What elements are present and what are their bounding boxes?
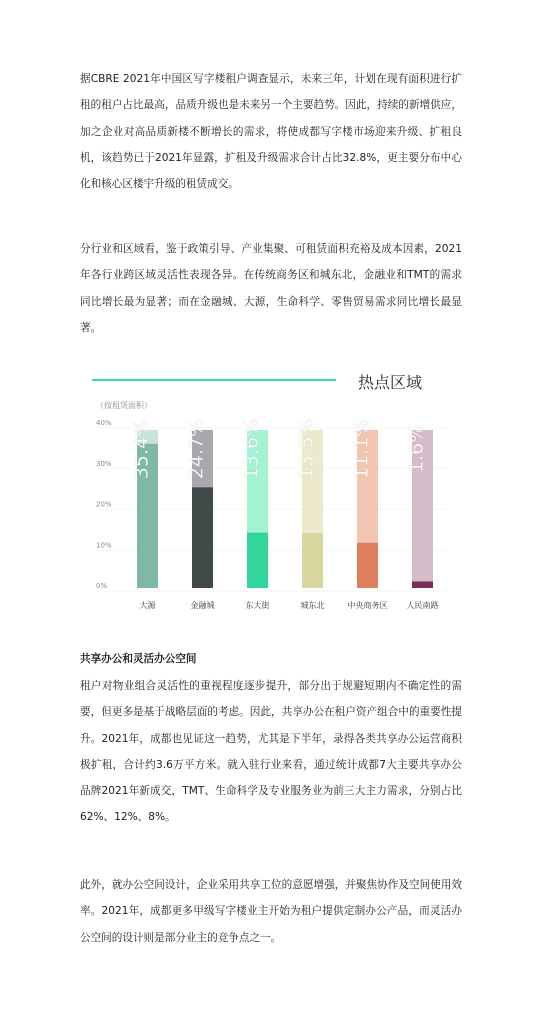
hotspot-chart (80, 362, 460, 624)
y-tick-label: 30% (96, 459, 112, 468)
bar-value-label: 35.4% (130, 418, 153, 480)
y-tick-label: 20% (96, 500, 112, 509)
y-tick-label: 0% (96, 582, 108, 590)
category-label: 中央商务区 (347, 601, 388, 610)
bar (357, 543, 378, 588)
bar (412, 581, 433, 588)
chart-svg (80, 362, 460, 624)
category-label: 东大街 (245, 601, 270, 610)
section-paragraph-1: 租户对物业组合灵活性的重视程度逐步提升，部分出于规避短期内不确定性的需要，但更多是基于战略层面的考虑。因此，共享办公在租户资产组合中的重要性提升。2021年，成都也见证这一趋势，尤其是下半年，录得各类共享办公运营商积极扩租，合计约3.6万平方米。就入驻行业来看，通过统计成都7大主要共享办公品牌2021年新成交，TMT、生命科学及专业服务业为前三大主力需求，分别占比62%、12%、8%。 (80, 680, 462, 824)
category-label: 大源 (139, 601, 156, 610)
intro-paragraph-2: 分行业和区域看，鉴于政策引导、产业集聚、可租赁面积充裕及成本因素，2021年各行业跨区域灵活性表现各异。在传统商务区和城东北，金融业和TMT的需求同比增长最为显著；而在金融城、大源，生命科学、零售贸易需求同比增长最显著。 (80, 243, 462, 334)
category-label: 人民南路 (406, 601, 439, 610)
y-tick-label: 10% (96, 541, 112, 550)
intro-paragraph-1: 据CBRE 2021年中国区写字楼租户调查显示，未来三年，计划在现有面积进行扩租的租户占比最高，品质升级也是未来另一个主要趋势。因此，持续的新增供应，加之企业对高品质新楼不断增长的需求，将使成都写字楼市场迎来升级、扩租良机，该趋势已于2021年显露，扩租及升级需求合计占比32.8%，更主要分布中心化和核心区楼宇升级的租赁成交。 (80, 73, 462, 191)
bar (192, 487, 213, 588)
chart-subtitle: （按租赁面积） (96, 401, 152, 410)
chart-title: 热点区域 (358, 373, 423, 392)
bar-value-label: 13.5% (295, 418, 318, 480)
section-heading: 共享办公和灵活办公空间 (80, 653, 197, 665)
category-label: 城东北 (300, 601, 325, 610)
bar-value-label: 11.1% (350, 418, 373, 480)
bar (302, 533, 323, 588)
bar (247, 533, 268, 588)
y-tick-label: 40% (96, 419, 112, 427)
section-paragraph-2: 此外，就办公空间设计，企业采用共享工位的意愿增强，并聚焦协作及空间使用效率。2021年，成都更多甲级写字楼业主开始为租户提供定制办公产品，而灵活办公空间的设计则是部分业主的竞争点之一。 (80, 879, 462, 944)
bar-value-label: 24.7% (185, 418, 208, 480)
bar-value-label: 13.6% (240, 418, 263, 480)
category-label: 金融城 (190, 601, 215, 610)
bar-value-label: 1.6% (405, 424, 428, 474)
